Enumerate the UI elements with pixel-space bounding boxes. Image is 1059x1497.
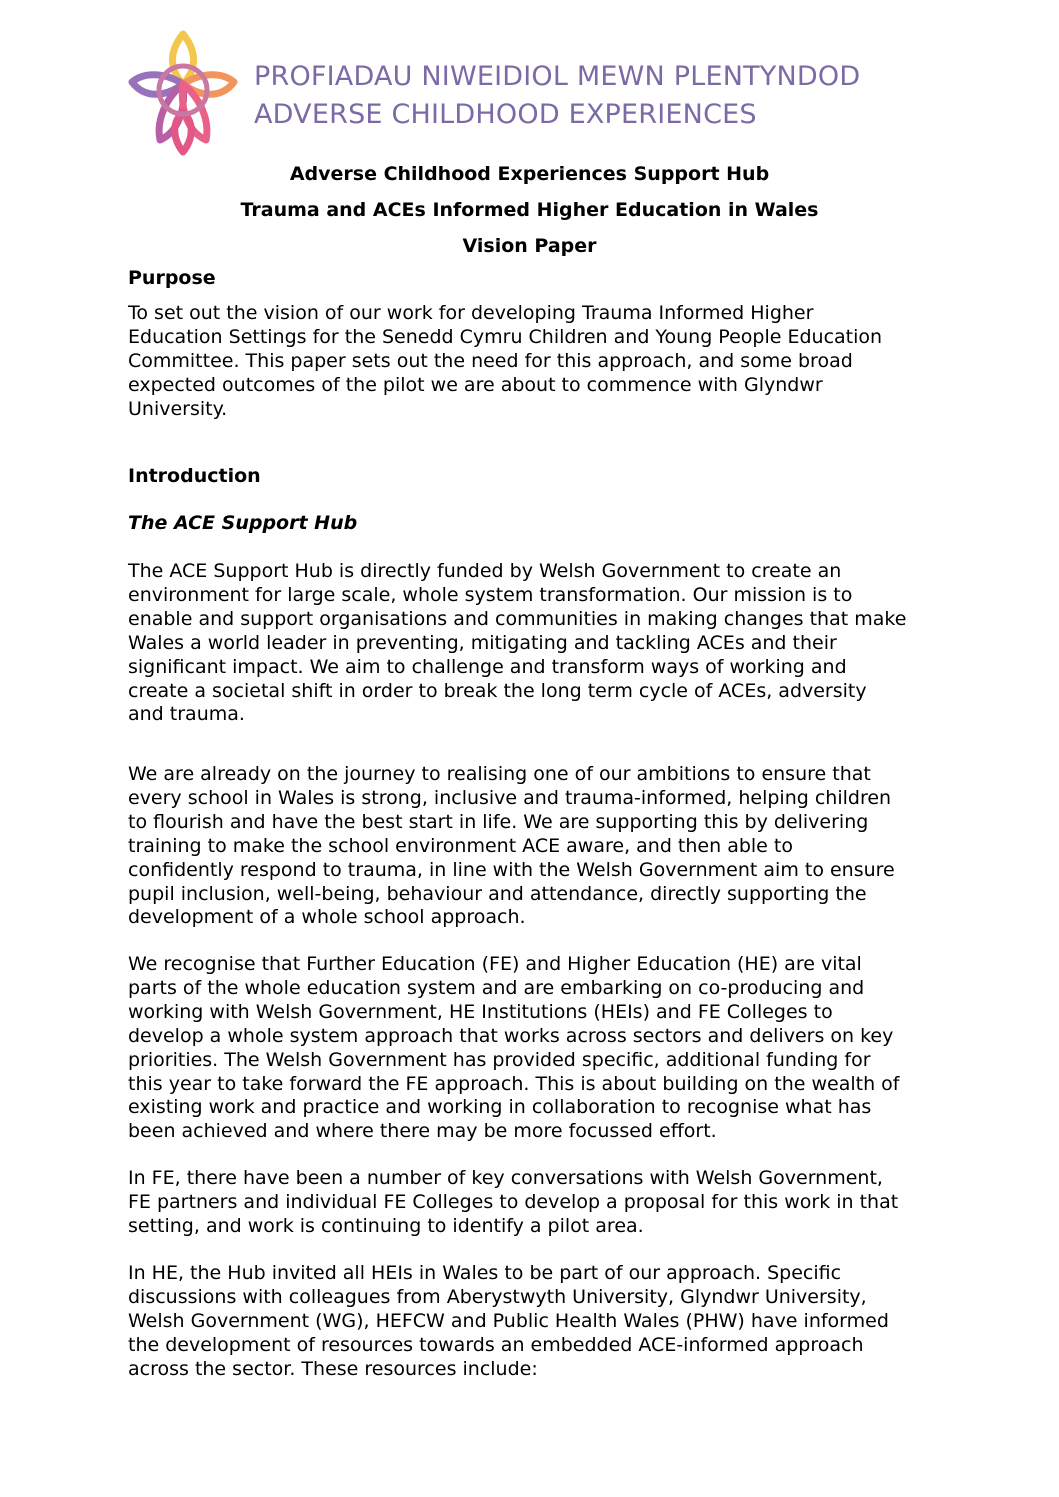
text-line: We are already on the journey to realising one of our ambitions to ensure that [128, 763, 871, 785]
knot-logo-icon [126, 28, 240, 158]
text-line: We recognise that Further Education (FE) and Higher Education (HE) are vital [128, 953, 862, 975]
text-line: enable and support organisations and communities in making changes that make [128, 607, 907, 630]
text-line: and trauma. [128, 703, 245, 726]
text-line: pupil inclusion, well-being, behaviour and attendance, directly supporting the [128, 882, 867, 905]
text-line: priorities. The Welsh Government has provided specific, additional funding for [128, 1048, 871, 1071]
title-trauma-informed-he: Trauma and ACEs Informed Higher Education in Wales [240, 199, 819, 221]
title-vision-paper: Vision Paper [462, 235, 597, 257]
paragraph-intro-4 [128, 1167, 943, 1239]
title-hub: Adverse Childhood Experiences Support Hub [289, 163, 770, 185]
paragraph-purpose [128, 302, 943, 422]
text-line: expected outcomes of the pilot we are about to commence with Glyndwr [128, 373, 823, 396]
brand-title-english: ADVERSE CHILDHOOD EXPERIENCES [254, 99, 757, 130]
text-line: Committee. This paper sets out the need for this approach, and some broad [128, 349, 853, 372]
text-line: FE partners and individual FE Colleges to develop a proposal for this work in that [128, 1190, 899, 1213]
text-line: training to make the school environment ACE aware, and then able to [128, 834, 793, 857]
text-line: discussions with colleagues from Aberystwyth University, Glyndwr University, [128, 1285, 867, 1308]
text-line: every school in Wales is strong, inclusive and trauma-informed, helping children [128, 786, 892, 809]
text-line: environment for large scale, whole system transformation. Our mission is to [128, 583, 853, 606]
text-line: develop a whole system approach that works across sectors and delivers on key [128, 1024, 894, 1047]
heading-introduction: Introduction [128, 465, 261, 487]
subheading-ace-support-hub: The ACE Support Hub [128, 512, 358, 534]
paragraph-intro-2 [128, 763, 943, 930]
text-line: create a societal shift in order to break the long term cycle of ACEs, adversity [128, 679, 867, 702]
text-line: confidently respond to trauma, in line with the Welsh Government aim to ensure [128, 858, 895, 881]
text-line: significant impact. We aim to challenge and transform ways of working and [128, 655, 847, 678]
text-line: existing work and practice and working in collaboration to recognise what has [128, 1096, 872, 1119]
text-line: across the sector. These resources include: [128, 1357, 538, 1380]
text-line: The ACE Support Hub is directly funded by Welsh Government to create an [128, 560, 842, 582]
brand-title [254, 58, 860, 134]
text-line: To set out the vision of our work for developing Trauma Informed Higher [128, 302, 814, 324]
heading-purpose: Purpose [128, 267, 216, 289]
text-line: to flourish and have the best start in life. We are supporting this by delivering [128, 810, 869, 833]
brand-title-welsh: PROFIADAU NIWEIDIOL MEWN PLENTYNDOD [254, 61, 861, 92]
text-line: parts of the whole education system and are embarking on co-producing and [128, 976, 865, 999]
paragraph-intro-3 [128, 953, 943, 1144]
text-line: the development of resources towards an embedded ACE-informed approach [128, 1333, 864, 1356]
text-line: Wales a world leader in preventing, mitigating and tackling ACEs and their [128, 631, 837, 654]
text-line: working with Welsh Government, HE Institutions (HEIs) and FE Colleges to [128, 1000, 833, 1023]
text-line: setting, and work is continuing to identify a pilot area. [128, 1214, 644, 1237]
text-line: been achieved and where there may be more focussed effort. [128, 1120, 717, 1143]
text-line: this year to take forward the FE approach. This is about building on the wealth of [128, 1072, 900, 1095]
ace-logo [126, 28, 240, 158]
text-line: In HE, the Hub invited all HEIs in Wales to be part of our approach. Specific [128, 1262, 842, 1284]
text-line: Welsh Government (WG), HEFCW and Public Health Wales (PHW) have informed [128, 1309, 889, 1332]
text-line: Education Settings for the Senedd Cymru Children and Young People Education [128, 325, 883, 348]
paragraph-intro-5 [128, 1262, 943, 1382]
document-titles [0, 156, 1059, 264]
text-line: development of a whole school approach. [128, 906, 526, 929]
text-line: University. [128, 397, 228, 420]
text-line: In FE, there have been a number of key conversations with Welsh Government, [128, 1167, 883, 1189]
paragraph-intro-1 [128, 560, 943, 727]
